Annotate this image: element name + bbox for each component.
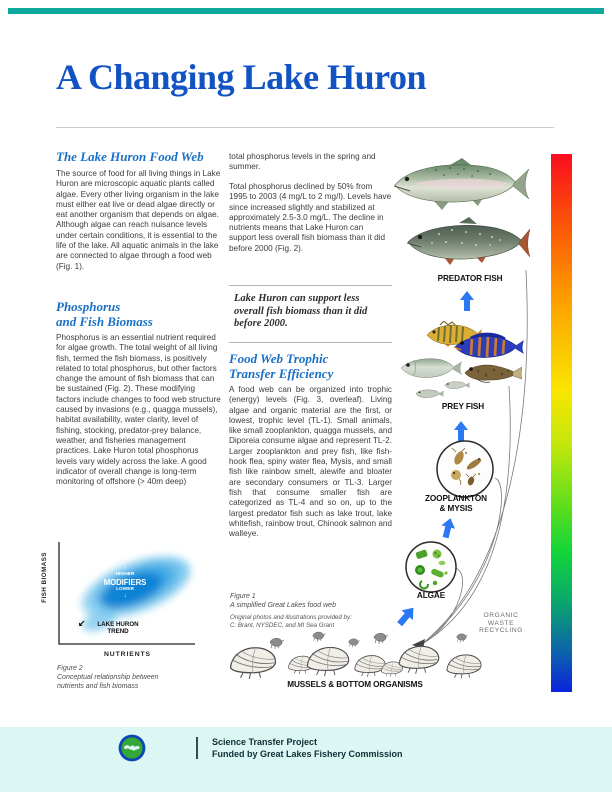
down-arrow-glyph: ↓ — [123, 593, 127, 599]
figure2-caption-label: Figure 2 — [57, 665, 83, 672]
heading-line: Phosphorus — [56, 299, 121, 314]
label-algae: ALGAE — [416, 591, 446, 600]
title-divider — [56, 127, 554, 128]
label-line: ZOOPLANKTON — [425, 494, 487, 503]
trend-line: LAKE HURON — [97, 621, 139, 628]
caption-line: Conceptual relationship between — [57, 674, 159, 681]
up-arrow-zooplankton-to-prey — [454, 421, 468, 441]
top-accent-bar — [8, 8, 604, 14]
page-title: A Changing Lake Huron — [56, 57, 426, 97]
mussels-bottom-organisms-illustration — [225, 628, 490, 688]
section-body-trophic: A food web can be organized into trophic (energy) levels (Fig. 3, overleaf). Living algae and organic material are the first, or lowest, trophic level (TL-1). Small animals, like small zooplankton, quagga mussels, and Diporeia consume algae and represent TL-2. Larger zooplankton and prey fish, like fish-hook flea, spiny water flea, Mysis, and small fish like rainbow smelt, alewife and bloater are secondary consumers or TL-3. Larger fish that consume smaller fish are categorized as TL-4 and so on, up to the largest predator fish such as lake trout, lake whitefish, rainbow trout, Chinook salmon and walleye. — [229, 385, 392, 539]
zooplankton-circle-illustration — [435, 439, 495, 499]
modifiers-label: MODIFIERS — [103, 578, 147, 588]
footer-divider — [196, 737, 198, 759]
minnow-illustration — [414, 388, 444, 399]
lake-huron-trend-label — [88, 621, 148, 636]
label-zooplankton-mysis — [406, 494, 506, 514]
section-heading-phosphorus — [56, 299, 226, 329]
figure1-caption-text: A simplified Great Lakes food web — [230, 602, 336, 609]
section-body-phosphorus: Phosphorus is an essential nutrient required for algae growth. The total weight of all living fish, termed the fish biomass, is positively related to total phosphorus, but other factors change the amount of fish biomass that can be sustained (Fig. 2). These modifying factors include changes to food web structure caused by invasions (e.g., quagga mussels), habitat availability, water clarity, level of fishing, stocking, predator-prey balance, weather, and fisheries management practices. Lake Huron total phosphorus levels vary widely across the lake. A good indicator of overall change is long-term monitoring of offshore (> 40m deep) — [56, 333, 221, 487]
trend-line: TREND — [107, 628, 129, 636]
label-line: & MYSIS — [439, 504, 473, 513]
glfc-logo — [118, 734, 146, 762]
up-arrow-glyph: ↑ — [123, 566, 127, 572]
chinook-salmon-illustration — [392, 156, 530, 212]
quote-divider-top — [229, 285, 392, 286]
modifiers-annotation — [99, 566, 151, 599]
trend-arrow-glyph: ↙ — [78, 618, 86, 628]
label-predator-fish: PREDATOR FISH — [437, 274, 503, 283]
figure1-caption-label: Figure 1 — [230, 593, 256, 600]
label-line: RECYCLING — [479, 627, 523, 635]
section-heading-trophic — [229, 351, 399, 381]
figure2-caption — [57, 664, 227, 691]
lake-trout-illustration — [404, 216, 530, 266]
credit-line: C. Brant, NYSDEC, and MI Sea Grant — [230, 621, 335, 629]
label-mussels-bottom-organisms: MUSSELS & BOTTOM ORGANISMS — [287, 680, 423, 689]
trophic-gradient-bar — [551, 154, 572, 692]
section-heading-food-web: The Lake Huron Food Web — [56, 149, 204, 164]
section-body-food-web: The source of food for all living things in Lake Huron are microscopic aquatic plants called algae. Every other living organism in the lake must either eat live or dead algae directly or eat another organism that depends on algae. Although algae can reach nuisance levels under certain conditions, it is essential to the life of the lake. All aquatic animals in the lake are connected to algae through a food web (Fig. 1). — [56, 169, 221, 271]
lower-label: LOWER — [116, 587, 134, 593]
alewife-illustration — [398, 355, 462, 380]
algae-circle-illustration — [404, 540, 458, 594]
footer-funding-credit: Funded by Great Lakes Fishery Commission — [212, 748, 403, 759]
credit-line: Original photos and illustrations provided by: — [230, 614, 352, 621]
figure1-caption — [230, 592, 400, 610]
minnow-illustration — [443, 380, 470, 390]
quote-divider-bottom — [229, 342, 392, 343]
paragraph-decline: Total phosphorus declined by 50% from 1995 to 2003 (4 mg/L to 2 mg/l). Levels have since increased slightly and stabilized at approximately 2.5-3.0 mg/L. The decline in nutrients means that Lake Huron can support less overall fish biomass than it did before 2000 (Fig. 2). — [229, 182, 392, 253]
heading-line: and Fish Biomass — [56, 314, 153, 329]
higher-label: HIGHER — [115, 572, 135, 578]
paragraph-continued: total phosphorus levels in the spring and summer. — [229, 152, 376, 172]
heading-line: Food Web Trophic — [229, 351, 329, 366]
footer-project-name: Science Transfer Project — [212, 737, 318, 747]
rainbow-darter-illustration — [452, 331, 524, 361]
caption-line: nutrients and fish biomass — [57, 683, 139, 690]
footer-text — [212, 737, 403, 760]
up-arrow-prey-to-predator — [460, 291, 474, 311]
label-line: WASTE — [487, 619, 515, 627]
pull-quote: Lake Huron can support less overall fish biomass than it did before 2000. — [234, 293, 368, 329]
round-goby-illustration — [462, 362, 522, 384]
figure2-y-axis-label: FISH BIOMASS — [41, 552, 48, 603]
heading-line: Transfer Efficiency — [229, 366, 334, 381]
label-prey-fish: PREY FISH — [441, 402, 485, 411]
figure2-x-axis-label: NUTRIENTS — [104, 651, 151, 658]
figure1-credits — [230, 614, 410, 629]
label-line: ORGANIC — [483, 612, 519, 619]
